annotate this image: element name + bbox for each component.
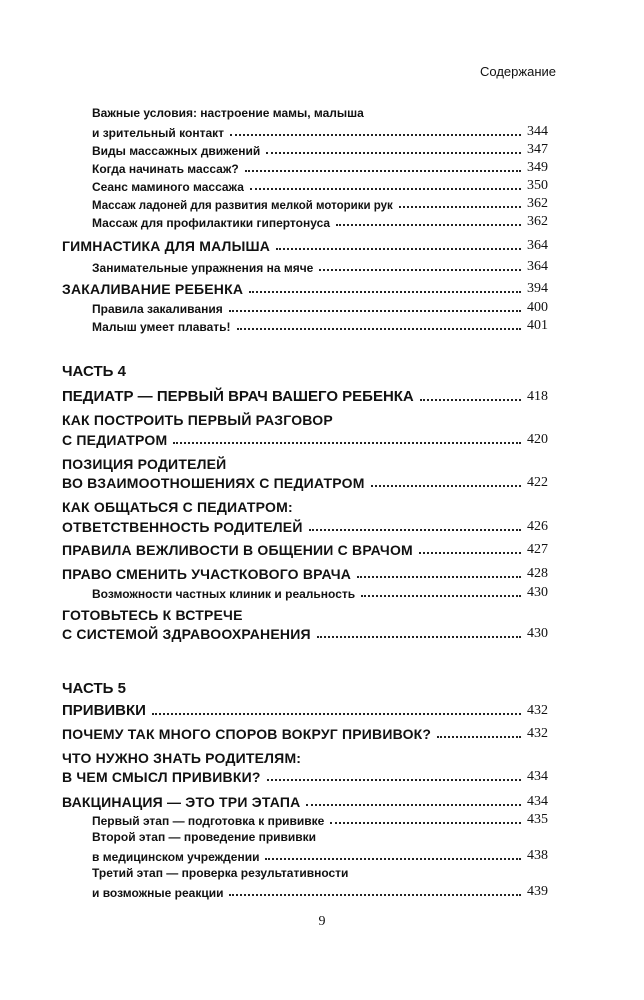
toc-page-number: 434 [527, 769, 548, 784]
toc-page-number: 435 [527, 812, 548, 827]
toc-entry[interactable] [62, 626, 548, 642]
toc-entry-title: ГИМНАСТИКА ДЛЯ МАЛЫША [62, 238, 271, 254]
dot-leader [229, 894, 521, 896]
dot-leader [419, 552, 521, 554]
toc-entry-title: ОТВЕТСТВЕННОСТЬ РОДИТЕЛЕЙ [62, 519, 303, 535]
toc-entry[interactable] [62, 238, 548, 254]
toc-entry-title: Правила закаливания [92, 302, 223, 316]
toc-entry-title: ПОЧЕМУ ТАК МНОГО СПОРОВ ВОКРУГ ПРИВИВОК? [62, 726, 432, 742]
dot-leader [361, 595, 521, 597]
toc-entry[interactable] [92, 318, 548, 334]
toc-entry-title: Виды массажных движений [92, 144, 261, 158]
toc-entry[interactable] [62, 542, 548, 558]
toc-entry[interactable] [62, 566, 548, 582]
dot-leader [399, 206, 521, 208]
toc-entry[interactable] [62, 388, 548, 405]
toc-page-number: 394 [527, 281, 548, 296]
toc-entry[interactable] [62, 281, 548, 297]
toc-entry-title: С СИСТЕМОЙ ЗДРАВООХРАНЕНИЯ [62, 626, 311, 642]
toc-entry[interactable] [92, 160, 548, 176]
toc-entry-title: в медицинском учреждении [92, 850, 260, 864]
part-heading: ЧАСТЬ 5 [62, 680, 126, 697]
toc-page-number: 362 [527, 196, 548, 211]
toc-page-number: 427 [527, 542, 548, 557]
dot-leader [420, 399, 521, 401]
toc-entry-title: В ЧЕМ СМЫСЛ ПРИВИВКИ? [62, 769, 261, 785]
toc-entry-line: ЧТО НУЖНО ЗНАТЬ РОДИТЕЛЯМ: [62, 750, 302, 766]
toc-page-number: 364 [527, 259, 548, 274]
dot-leader [357, 576, 521, 578]
toc-entry-title: ЗАКАЛИВАНИЕ РЕБЕНКА [62, 281, 244, 297]
dot-leader [245, 170, 521, 172]
toc-entry[interactable] [62, 519, 548, 535]
toc-entry-title: Возможности частных клиник и реальность [92, 587, 356, 601]
toc-entry[interactable] [92, 178, 548, 194]
toc-entry-line: Третий этап — проверка результативности [92, 866, 349, 880]
toc-entry[interactable] [92, 196, 548, 212]
toc-page-number: 430 [527, 626, 548, 641]
dot-leader [371, 485, 521, 487]
toc-entry-title: ПРАВИЛА ВЕЖЛИВОСТИ В ОБЩЕНИИ С ВРАЧОМ [62, 542, 413, 558]
toc-entry-title: Сеанс маминого массажа [92, 180, 244, 194]
dot-leader [152, 713, 521, 715]
dot-leader [237, 328, 521, 330]
toc-entry[interactable] [92, 124, 548, 140]
part-heading: ЧАСТЬ 4 [62, 363, 126, 380]
toc-entry-line: ПОЗИЦИЯ РОДИТЕЛЕЙ [62, 456, 227, 472]
page-number: 9 [318, 914, 326, 929]
toc-entry[interactable] [92, 585, 548, 601]
toc-entry[interactable] [92, 884, 548, 900]
toc-entry-title: Массаж ладоней для развития мелкой моторики рук [92, 200, 393, 212]
toc-entry-title: ПРИВИВКИ [62, 702, 146, 719]
dot-leader [267, 779, 521, 781]
dot-leader [173, 442, 521, 444]
toc-entry-title: ВО ВЗАИМООТНОШЕНИЯХ С ПЕДИАТРОМ [62, 475, 365, 491]
dot-leader [265, 858, 521, 860]
dot-leader [317, 636, 521, 638]
toc-entry[interactable] [62, 794, 548, 810]
toc-page-number: 362 [527, 214, 548, 229]
toc-entry-title: и возможные реакции [92, 886, 224, 900]
toc-entry[interactable] [92, 300, 548, 316]
dot-leader [309, 529, 521, 531]
dot-leader [319, 269, 521, 271]
dot-leader [306, 804, 521, 806]
toc-entry[interactable] [92, 259, 548, 275]
running-header: Содержание [480, 64, 556, 79]
dot-leader [250, 188, 521, 190]
toc-page-number: 418 [527, 389, 548, 404]
toc-entry-line: КАК ПОСТРОИТЬ ПЕРВЫЙ РАЗГОВОР [62, 412, 333, 428]
toc-page-number: 422 [527, 475, 548, 490]
toc-page-number: 364 [527, 238, 548, 253]
toc-entry-title: Когда начинать массаж? [92, 162, 239, 176]
toc-page-number: 432 [527, 703, 548, 718]
toc-entry[interactable] [92, 812, 548, 828]
toc-page-number: 401 [527, 318, 548, 333]
toc-entry[interactable] [62, 475, 548, 491]
toc-page-number: 439 [527, 884, 548, 899]
toc-entry-title: ПЕДИАТР — ПЕРВЫЙ ВРАЧ ВАШЕГО РЕБЕНКА [62, 388, 414, 405]
toc-page-number: 400 [527, 300, 548, 315]
toc-page-number: 430 [527, 585, 548, 600]
toc-entry-title: Занимательные упражнения на мяче [92, 261, 314, 275]
toc-entry-line: ГОТОВЬТЕСЬ К ВСТРЕЧЕ [62, 607, 243, 623]
toc-page-number: 344 [527, 124, 548, 139]
toc-page-number: 349 [527, 160, 548, 175]
toc-entry[interactable] [62, 726, 548, 742]
toc-page-number: 432 [527, 726, 548, 741]
toc-entry-line: Второй этап — проведение прививки [92, 830, 317, 844]
toc-page-number: 420 [527, 432, 548, 447]
toc-entry[interactable] [62, 432, 548, 448]
toc-page-number: 434 [527, 794, 548, 809]
toc-entry[interactable] [92, 142, 548, 158]
toc-page-number: 438 [527, 848, 548, 863]
toc-entry-line: Важные условия: настроение мамы, малыша [92, 106, 364, 120]
toc-entry-title: и зрительный контакт [92, 126, 224, 140]
toc-entry-title: ПРАВО СМЕНИТЬ УЧАСТКОВОГО ВРАЧА [62, 566, 352, 582]
toc-page-number: 350 [527, 178, 548, 193]
toc-page-number: 428 [527, 566, 548, 581]
toc-entry-title: ВАКЦИНАЦИЯ — ЭТО ТРИ ЭТАПА [62, 794, 301, 810]
dot-leader [230, 134, 521, 136]
toc-page-number: 347 [527, 142, 548, 157]
toc-page-number: 426 [527, 519, 548, 534]
toc-entry[interactable] [62, 702, 548, 719]
toc-entry-title: Малыш умеет плавать! [92, 320, 231, 334]
toc-entry-title: Массаж для профилактики гипертонуса [92, 216, 331, 230]
toc-entry[interactable] [92, 214, 548, 230]
dot-leader [437, 736, 521, 738]
dot-leader [330, 822, 521, 824]
toc-entry[interactable] [92, 848, 548, 864]
dot-leader [336, 224, 521, 226]
dot-leader [266, 152, 521, 154]
toc-entry[interactable] [62, 769, 548, 785]
dot-leader [229, 310, 521, 312]
dot-leader [249, 291, 521, 293]
toc-entry-title: Первый этап — подготовка к прививке [92, 814, 325, 828]
dot-leader [276, 248, 521, 250]
toc-entry-title: С ПЕДИАТРОМ [62, 432, 168, 448]
toc-entry-line: КАК ОБЩАТЬСЯ С ПЕДИАТРОМ: [62, 499, 293, 515]
